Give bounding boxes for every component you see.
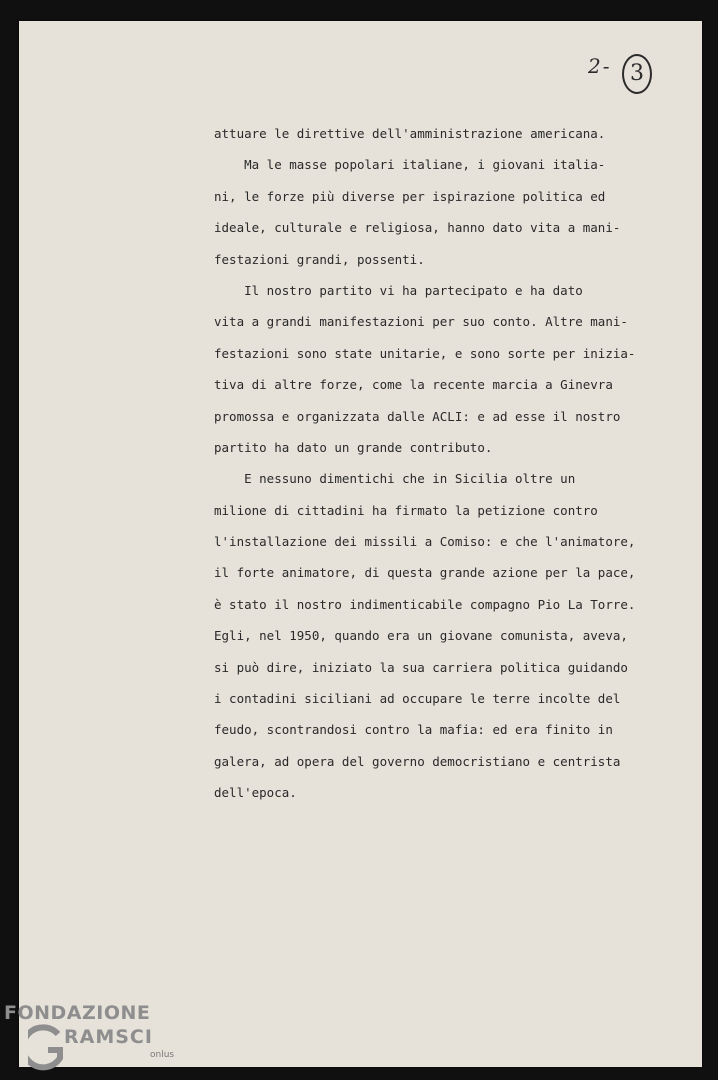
text-line: vita a grandi manifestazioni per suo conto. Altre mani- (214, 314, 628, 330)
text-line: promossa e organizzata dalle ACLI: e ad esse il nostro (214, 408, 621, 424)
logo-suffix: onlus (150, 1050, 175, 1060)
text-line: E nessuno dimentichi che in Sicilia oltre un (214, 471, 576, 487)
text-line: Ma le masse popolari italiane, i giovani italia- (214, 157, 606, 173)
circled-page-number: 3 (622, 54, 652, 94)
text-line: galera, ad opera del governo democristiano e centrista (214, 753, 621, 769)
logo-line-1: FONDAZIONE (4, 1002, 151, 1024)
text-line: milione di cittadini ha firmato la petizione contro (214, 502, 598, 518)
text-line: il forte animatore, di questa grande azione per la pace, (214, 565, 636, 581)
fondazione-gramsci-logo (4, 1002, 184, 1077)
text-line: festazioni sono state unitarie, e sono sorte per inizia- (214, 345, 636, 361)
text-line: l'installazione dei missili a Comiso: e che l'animatore, (214, 534, 636, 550)
text-line: ni, le forze più diverse per ispirazione politica ed (214, 188, 606, 204)
text-line: festazioni grandi, possenti. (214, 251, 425, 267)
logo-line-2: RAMSCI (64, 1026, 153, 1048)
text-line: si può dire, iniziato la sua carriera politica guidando (214, 659, 628, 675)
text-line: è stato il nostro indimenticabile compagno Pio La Torre. (214, 596, 636, 612)
text-line: attuare le direttive dell'amministrazione americana. (214, 126, 606, 141)
text-line: ideale, culturale e religiosa, hanno dato vita a mani- (214, 220, 621, 236)
text-line: feudo, scontrandosi contro la mafia: ed era finito in (214, 722, 613, 738)
text-line: Il nostro partito vi ha partecipato e ha dato (214, 282, 583, 298)
text-line: Egli, nel 1950, quando era un giovane comunista, aveva, (214, 628, 628, 644)
text-line: dell'epoca. (214, 785, 297, 801)
logo-g-icon (28, 1024, 64, 1074)
text-line: partito ha dato un grande contributo. (214, 439, 493, 455)
text-line: tiva di altre forze, come la recente marcia a Ginevra (214, 377, 613, 393)
page-number: 2 - (588, 54, 610, 78)
text-line: i contadini siciliani ad occupare le terre incolte del (214, 691, 621, 707)
document-body (214, 118, 636, 809)
